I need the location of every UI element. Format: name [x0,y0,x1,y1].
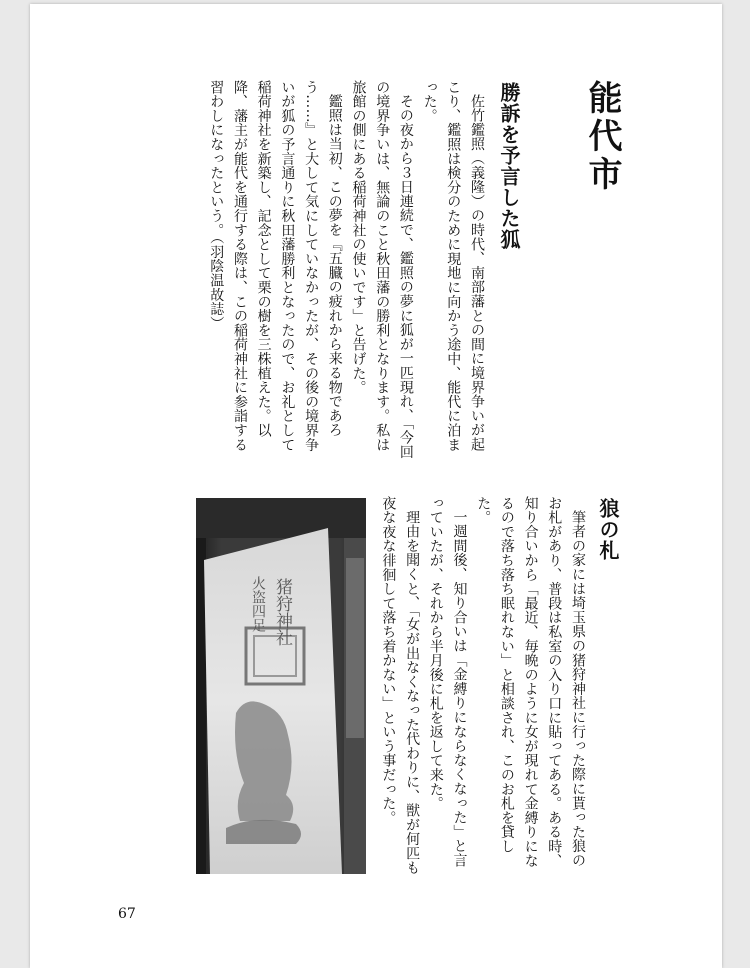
section2-paragraph: 理由を聞くと、「女が出なくなった代わりに、獣が何匹も夜な夜な徘徊して落ち着かない」という事だった。 [380,496,421,875]
page-number: 67 [118,906,136,922]
section2-paragraph: 筆者の家には埼玉県の猪狩神社に行った際に貰った狼のお札があり、普段は私室の入り口に貼ってある。ある時、知り合いから「最近、毎晩のように女が現れて金縛りになるので落ち落ち眠れない」と相談され、このお札を貸した。 [475,496,586,868]
section2-paragraph: 一週間後、知り合いは「金縛りにならなくなった」と言っていたが、それから半月後に札を返して来た。 [427,496,468,868]
talisman-text-shrine: 猪狩神社 [272,578,292,646]
section2-title: 狼の札 [596,498,620,561]
book-page [30,4,722,968]
talisman-photo [196,498,366,874]
talisman-photo-image [196,498,366,874]
section1-paragraph: 鑑照は当初、この夢を『五臓の疲れから来る物であろう……』と大して気にしていなかったが、その後の境界争いが狐の予言通りに秋田藩勝利となったので、お礼として稲荷神社を新築し、記念として栗の樹を三株植えた。以降、藩主が能代を通行する際は、この稲荷神社に参詣する習わしになったという。（羽陰温故誌） [208,80,343,452]
city-title: 能代市 [582,80,622,194]
talisman-text-protection: 火盗四足 [250,576,266,632]
section1-body [158,80,488,460]
section1-paragraph: 佐竹鑑照（義隆）の時代、南部藩との間に境界争いが起こり、鑑照は検分のために現地に向かう途中、能代に泊まった。 [421,80,485,452]
section1-title: 勝訴を予言した狐 [497,82,521,250]
section1-paragraph: その夜から３日連続で、鑑照の夢に狐が一匹現れ、「今回の境界争いは、無論のこと秋田藩の勝利となります。私は旅館の側にある稲荷神社の使いです」と告げた。 [350,80,414,459]
section2-body [367,496,589,876]
